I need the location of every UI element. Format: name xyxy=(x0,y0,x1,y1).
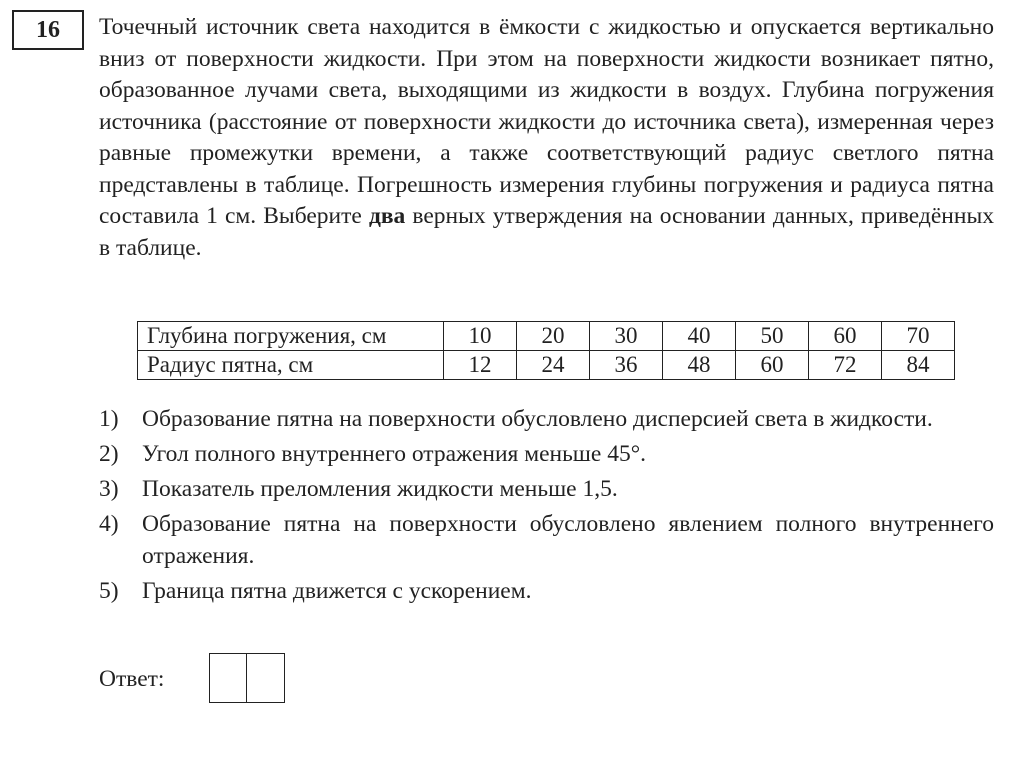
question-bold-word: два xyxy=(368,203,406,229)
option-number: 5) xyxy=(99,578,119,604)
option-text: Показатель преломления жидкости меньше 1,5. xyxy=(142,476,618,502)
question-text-part-1: Точечный источник света находится в ёмкости с жидкостью и опускается вертикально вниз от поверхности жидкости. При этом на поверхности жидкости возникает пятно, образованное лучами света, выходящими из жидкости в воздух. Глубина погружения источника (расстояние от поверхности жидкости до источника света), измеренная через равные промежутки времени, а также соответствующий радиус светлого пятна представлены в таблице. Погрешность измерения глубины погружения и радиуса пятна составила 1 см. Выберите xyxy=(99,14,994,229)
option-text: Образование пятна на поверхности обусловлено явлением полного внутреннего отражения. xyxy=(142,511,994,569)
table-cell: 48 xyxy=(663,351,736,380)
table-cell: 36 xyxy=(590,351,663,380)
option-number: 1) xyxy=(99,406,119,432)
option-item xyxy=(99,508,994,572)
table-row xyxy=(138,322,955,351)
question-number: 16 xyxy=(12,10,84,50)
answer-box-2[interactable] xyxy=(247,653,285,703)
option-item xyxy=(99,438,994,470)
option-item xyxy=(99,403,994,435)
table-cell: 60 xyxy=(809,322,882,351)
table-cell: 12 xyxy=(444,351,517,380)
table-cell: 10 xyxy=(444,322,517,351)
data-table xyxy=(137,321,955,380)
question-text xyxy=(99,12,994,264)
answer-box-1[interactable] xyxy=(209,653,247,703)
option-text: Граница пятна движется с ускорением. xyxy=(142,578,532,604)
option-text: Образование пятна на поверхности обусловлено дисперсией света в жидкости. xyxy=(142,406,933,432)
option-item xyxy=(99,473,994,505)
option-text: Угол полного внутреннего отражения меньше 45°. xyxy=(142,441,646,467)
table-cell: 30 xyxy=(590,322,663,351)
table-cell: 84 xyxy=(882,351,955,380)
table-cell: 40 xyxy=(663,322,736,351)
table-cell: 72 xyxy=(809,351,882,380)
answer-boxes xyxy=(209,653,285,703)
table-cell: 50 xyxy=(736,322,809,351)
option-number: 4) xyxy=(99,511,119,537)
option-item xyxy=(99,575,994,607)
table-cell: 20 xyxy=(517,322,590,351)
option-number: 2) xyxy=(99,441,119,467)
table-row xyxy=(138,351,955,380)
option-number: 3) xyxy=(99,476,119,502)
table-cell: 60 xyxy=(736,351,809,380)
answer-options xyxy=(99,403,994,610)
table-cell: 70 xyxy=(882,322,955,351)
answer-label: Ответ: xyxy=(99,666,165,692)
table-cell: 24 xyxy=(517,351,590,380)
question-text-part-2: верных утверждения на основании данных, приведённых в таблице. xyxy=(99,203,994,261)
table-row-header: Радиус пятна, см xyxy=(138,351,444,380)
table-row-header: Глубина погружения, см xyxy=(138,322,444,351)
